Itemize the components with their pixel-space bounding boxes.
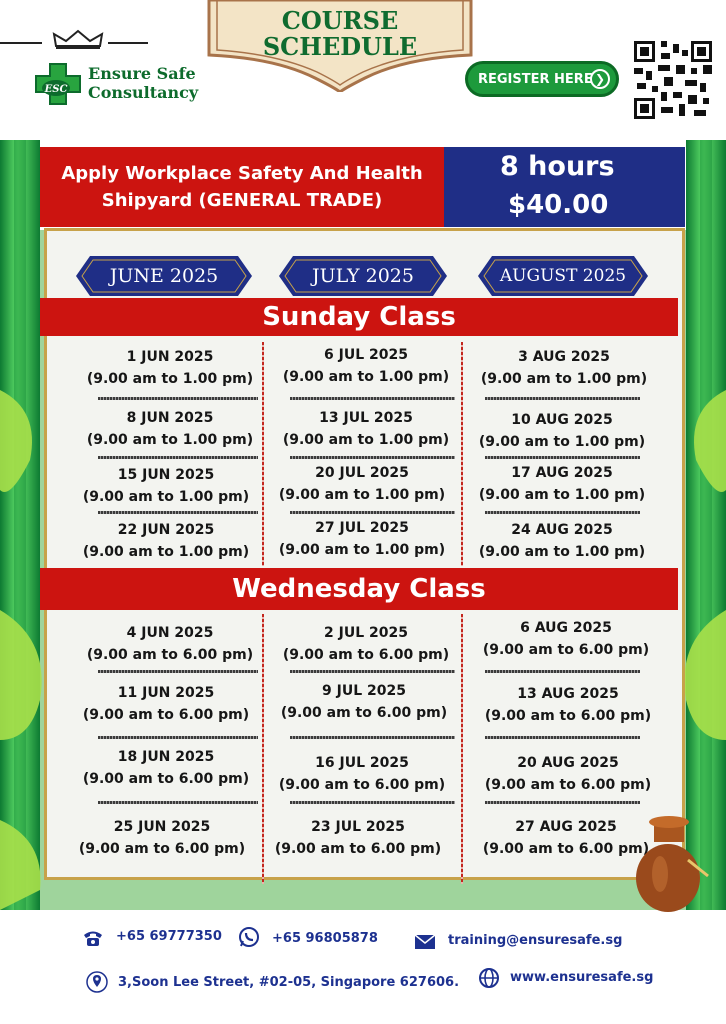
course-title-line1: Apply Workplace Safety And Health — [61, 163, 423, 184]
register-button-label: REGISTER HERE — [478, 71, 593, 87]
sunday-session-aug-1: 3 AUG 2025 (9.00 am to 1.00 pm) — [480, 349, 648, 387]
month-june: JUNE 2025 — [109, 265, 219, 287]
wednesday-session-aug-2: 13 AUG 2025 (9.00 am to 6.00 pm) — [484, 686, 652, 724]
logo-divider-left — [0, 42, 42, 44]
company-logo-badge — [34, 62, 82, 106]
row-divider — [485, 801, 640, 804]
company-name-line2: Consultancy — [88, 83, 199, 102]
sunday-session-aug-4: 24 AUG 2025 (9.00 am to 1.00 pm) — [478, 522, 646, 560]
wednesday-session-aug-1: 6 AUG 2025 (9.00 am to 6.00 pm) — [482, 620, 650, 658]
wednesday-session-jun-2: 11 JUN 2025 (9.00 am to 6.00 pm) — [82, 685, 250, 723]
row-divider — [485, 511, 640, 514]
sunday-session-jun-2: 8 JUN 2025 (9.00 am to 1.00 pm) — [86, 410, 254, 448]
row-divider — [98, 456, 258, 459]
location-icon — [86, 971, 108, 993]
month-august: AUGUST 2025 — [499, 266, 627, 286]
row-divider — [290, 736, 455, 739]
sunday-session-aug-2: 10 AUG 2025 (9.00 am to 1.00 pm) — [478, 412, 646, 450]
qr-code[interactable] — [634, 41, 712, 119]
row-divider — [485, 670, 640, 673]
course-hours: 8 hours — [500, 151, 615, 182]
row-divider — [290, 456, 455, 459]
row-divider — [485, 397, 640, 400]
contact-whatsapp[interactable]: +65 96805878 — [272, 931, 378, 946]
sunday-session-jun-3: 15 JUN 2025 (9.00 am to 1.00 pm) — [82, 467, 250, 505]
row-divider — [98, 670, 258, 673]
row-divider — [98, 736, 258, 739]
row-divider — [290, 670, 455, 673]
wednesday-session-jul-1: 2 JUL 2025 (9.00 am to 6.00 pm) — [282, 625, 450, 663]
row-divider — [290, 511, 455, 514]
course-price: $40.00 — [508, 190, 609, 220]
contact-address: 3,Soon Lee Street, #02-05, Singapore 627606. — [118, 975, 460, 990]
sunday-class-header: Sunday Class — [40, 298, 678, 336]
crown-icon — [48, 28, 108, 50]
row-divider — [98, 397, 258, 400]
wednesday-session-jun-1: 4 JUN 2025 (9.00 am to 6.00 pm) — [86, 625, 254, 663]
month-july: JULY 2025 — [312, 265, 414, 287]
page-title-line1: COURSE — [281, 6, 399, 35]
wednesday-session-jun-4: 25 JUN 2025 (9.00 am to 6.00 pm) — [78, 819, 246, 857]
globe-icon — [478, 967, 500, 989]
email-icon — [414, 931, 436, 953]
logo-badge-text: ESC — [44, 84, 68, 95]
course-title-line2: Shipyard (GENERAL TRADE) — [101, 190, 383, 211]
company-name-line1: Ensure Safe — [88, 64, 196, 83]
whatsapp-icon — [238, 926, 260, 948]
contact-website[interactable]: www.ensuresafe.sg — [510, 970, 654, 985]
row-divider — [290, 397, 455, 400]
row-divider — [485, 456, 640, 459]
phone-icon — [82, 927, 104, 949]
contact-phone[interactable]: +65 69777350 — [116, 929, 222, 944]
wednesday-session-jul-3: 16 JUL 2025 (9.00 am to 6.00 pm) — [278, 755, 446, 793]
course-title — [40, 160, 444, 214]
sunday-session-jul-2: 13 JUL 2025 (9.00 am to 1.00 pm) — [282, 410, 450, 448]
wednesday-session-jul-2: 9 JUL 2025 (9.00 am to 6.00 pm) — [280, 683, 448, 721]
clay-pot-decoration — [632, 816, 710, 916]
sunday-session-jun-4: 22 JUN 2025 (9.00 am to 1.00 pm) — [82, 522, 250, 560]
wednesday-session-aug-3: 20 AUG 2025 (9.00 am to 6.00 pm) — [484, 755, 652, 793]
wednesday-session-jul-4: 23 JUL 2025 (9.00 am to 6.00 pm) — [274, 819, 442, 857]
arrow-right-icon: ❯ — [590, 69, 610, 89]
sunday-session-jul-4: 27 JUL 2025 (9.00 am to 1.00 pm) — [278, 520, 446, 558]
page-title-line2: SCHEDULE — [262, 32, 418, 61]
row-divider — [98, 801, 258, 804]
wednesday-class-header: Wednesday Class — [40, 568, 678, 610]
sunday-session-jul-3: 20 JUL 2025 (9.00 am to 1.00 pm) — [278, 465, 446, 503]
row-divider — [485, 736, 640, 739]
wednesday-session-aug-4: 27 AUG 2025 (9.00 am to 6.00 pm) — [482, 819, 650, 857]
row-divider — [290, 801, 455, 804]
row-divider — [98, 511, 258, 514]
sunday-session-jul-1: 6 JUL 2025 (9.00 am to 1.00 pm) — [282, 347, 450, 385]
register-button[interactable] — [465, 61, 619, 97]
page-title — [205, 8, 475, 60]
wednesday-session-jun-3: 18 JUN 2025 (9.00 am to 6.00 pm) — [82, 749, 250, 787]
logo-divider-right — [108, 42, 148, 44]
company-name — [88, 64, 198, 102]
contact-email[interactable]: training@ensuresafe.sg — [448, 933, 623, 948]
sunday-session-aug-3: 17 AUG 2025 (9.00 am to 1.00 pm) — [478, 465, 646, 503]
sunday-session-jun-1: 1 JUN 2025 (9.00 am to 1.00 pm) — [86, 349, 254, 387]
